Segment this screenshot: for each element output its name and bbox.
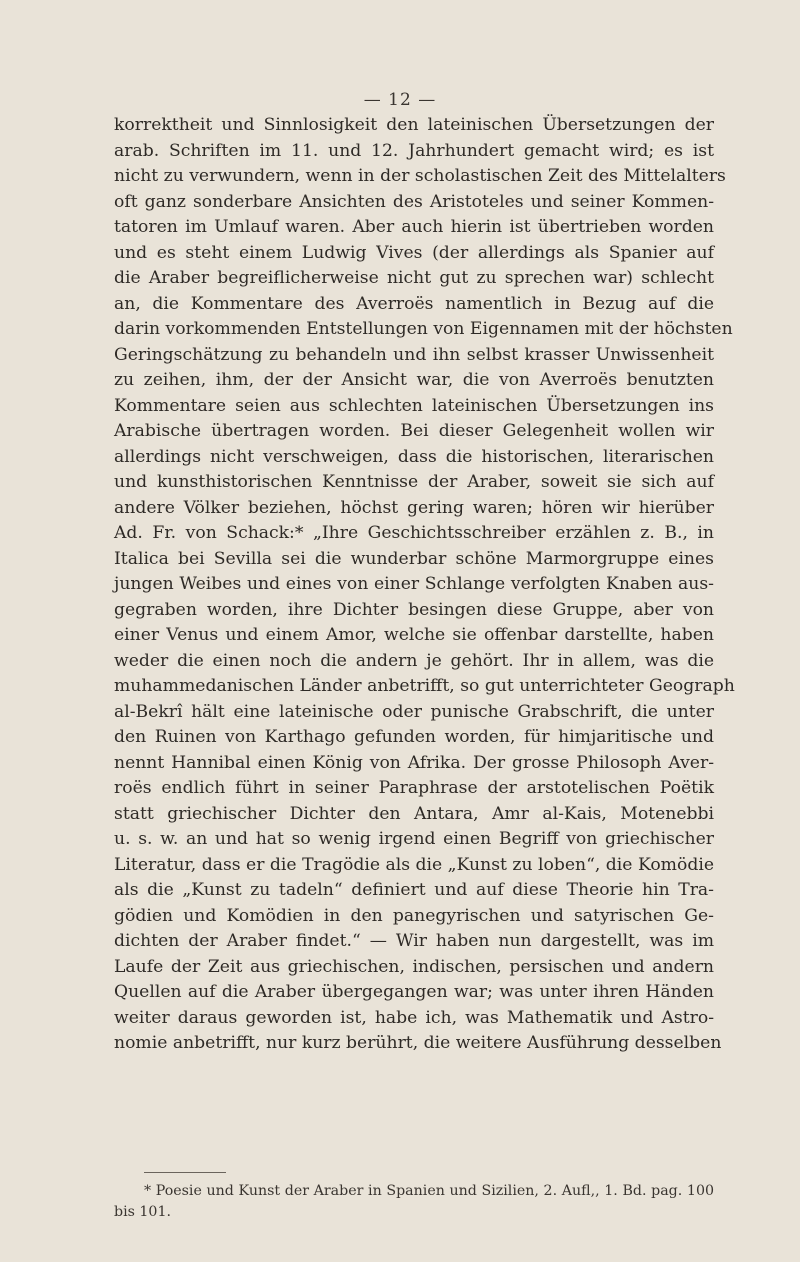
footnote-line: bis 101.	[114, 1204, 171, 1220]
text-line: weiter daraus geworden ist, habe ich, was Mathematik und Astro-	[114, 1007, 714, 1028]
text-line: einer Venus und einem Amor, welche sie offenbar darstellte, haben	[114, 625, 714, 645]
text-line: Quellen auf die Araber übergegangen war; was unter ihren Händen	[114, 982, 714, 1002]
text-line: weder die einen noch die andern je gehört. Ihr in allem, was die	[114, 650, 714, 671]
text-line: gegraben worden, ihre Dichter besingen diese Gruppe, aber von	[114, 599, 714, 620]
text-line: Laufe der Zeit aus griechischen, indischen, persischen und andern	[114, 956, 714, 977]
text-line: die Araber begreiflicherweise nicht gut zu sprechen war) schlecht	[114, 268, 714, 288]
body-text	[114, 113, 735, 1057]
text-line: den Ruinen von Karthago gefunden worden, für himjaritische und	[114, 727, 714, 747]
text-line: zu zeihen, ihm, der der Ansicht war, die von Averroës benutzten	[114, 370, 714, 390]
text-line: Ad. Fr. von Schack:* „Ihre Geschichtsschreiber erzählen z. B., in	[114, 523, 714, 543]
text-line: als die „Kunst zu tadeln“ definiert und auf diese Theorie hin Tra-	[114, 880, 714, 900]
text-line: muhammedanischen Länder anbetrifft, so gut unterrichteter Geograph	[114, 676, 735, 696]
text-line: statt griechischer Dichter den Antara, Amr al-Kais, Motenebbi	[114, 803, 714, 824]
footnote	[114, 1181, 714, 1223]
text-line: Italica bei Sevilla sei die wunderbar schöne Marmorgruppe eines	[114, 548, 714, 569]
text-line: an, die Kommentare des Averroës namentlich in Bezug auf die	[114, 293, 714, 314]
text-line: Literatur, dass er die Tragödie als die „Kunst zu loben“, die Komödie	[114, 854, 714, 875]
text-line: dichten der Araber findet.“ — Wir haben nun dargestellt, was im	[114, 931, 714, 951]
text-line: arab. Schriften im 11. und 12. Jahrhundert gemacht wird; es ist	[114, 140, 714, 161]
page-number: — 12 —	[363, 90, 437, 110]
footnote-line: * Poesie und Kunst der Araber in Spanien und Sizilien, 2. Aufl,, 1. Bd. pag. 100	[144, 1183, 714, 1199]
text-line: Arabische übertragen worden. Bei dieser Gelegenheit wollen wir	[114, 421, 714, 441]
footnote-divider	[144, 1172, 226, 1173]
text-line: Kommentare seien aus schlechten lateinischen Übersetzungen ins	[114, 395, 714, 416]
text-line: und kunsthistorischen Kenntnisse der Araber, soweit sie sich auf	[114, 472, 714, 492]
text-line: andere Völker beziehen, höchst gering waren; hören wir hierüber	[114, 497, 714, 518]
text-line: allerdings nicht verschweigen, dass die historischen, literarischen	[114, 446, 714, 467]
text-line: korrektheit und Sinnlosigkeit den lateinischen Übersetzungen der	[114, 115, 714, 135]
text-line: roës endlich führt in seiner Paraphrase der arstotelischen Poëtik	[114, 778, 714, 798]
text-line: gödien und Komödien in den panegyrischen und satyrischen Ge-	[114, 905, 714, 926]
text-line: darin vorkommenden Entstellungen von Eigennamen mit der höchsten	[114, 319, 733, 339]
text-line: jungen Weibes und eines von einer Schlange verfolgten Knaben aus-	[114, 574, 714, 594]
text-line: tatoren im Umlauf waren. Aber auch hierin ist übertrieben worden	[114, 217, 714, 237]
text-line: u. s. w. an und hat so wenig irgend einen Begriff von griechischer	[114, 829, 714, 849]
text-line: und es steht einem Ludwig Vives (der allerdings als Spanier auf	[114, 242, 714, 263]
text-line: al-Bekrî hält eine lateinische oder punische Grabschrift, die unter	[114, 701, 714, 722]
text-line: nicht zu verwundern, wenn in der scholastischen Zeit des Mittelalters	[114, 166, 726, 186]
text-line: nennt Hannibal einen König von Afrika. Der grosse Philosoph Aver-	[114, 752, 714, 773]
text-line: nomie anbetrifft, nur kurz berührt, die weitere Ausführung desselben	[114, 1033, 722, 1053]
text-line: Geringschätzung zu behandeln und ihn selbst krasser Unwissenheit	[114, 344, 714, 365]
text-line: oft ganz sonderbare Ansichten des Aristoteles und seiner Kommen-	[114, 191, 714, 212]
